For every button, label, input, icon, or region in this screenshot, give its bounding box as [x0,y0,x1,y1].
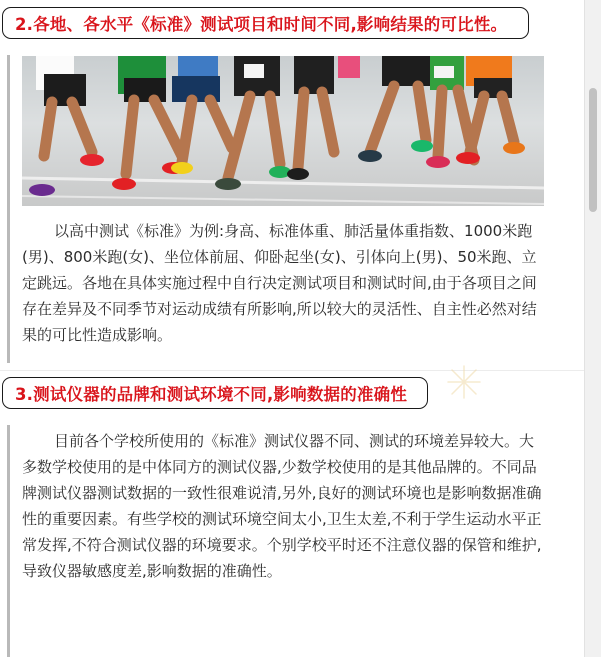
section-heading-3 [2,377,428,409]
section-heading-2-text: 2.各地、各水平《标准》测试项目和时间不同,影响结果的可比性。 [15,15,508,34]
section-divider [0,370,584,371]
content-left-rule [7,425,10,657]
section-heading-2 [2,7,529,39]
section-2-paragraph: 以高中测试《标准》为例:身高、标准体重、肺活量体重指数、1000米跑(男)、800米跑(女)、坐位体前屈、仰卧起坐(女)、引体向上(男)、50米跑、立定跳远。各地在具体实施过程中自行决定测试项目和测试时间,由于各项目之间存在差异及不同季节对运动成绩有所影响,所以较大的灵活性、自主性必然对结果的可比性造成影响。 [22,222,537,344]
sparkle-decoration-icon [444,362,484,402]
vertical-scrollbar[interactable] [584,0,601,657]
section-heading-3-text: 3.测试仪器的品牌和测试环境不同,影响数据的准确性 [15,385,408,404]
runners-race-photo [22,56,544,206]
scrollbar-thumb[interactable] [589,88,597,212]
section-3-paragraph: 目前各个学校所使用的《标准》测试仪器不同、测试的环境差异较大。大多数学校使用的是中体同方的测试仪器,少数学校使用的是其他品牌的。不同品牌测试仪器测试数据的一致性很难说清,另外,良好的测试环境也是影响数据准确性的重要因素。有些学校的测试环境空间太小,卫生太差,不利于学生运动水平正常发挥,不符合测试仪器的环境要求。个别学校平时还不注意仪器的保管和维护,导致仪器敏感度差,影响数据的准确性。 [22,432,542,580]
content-left-rule [7,55,10,363]
